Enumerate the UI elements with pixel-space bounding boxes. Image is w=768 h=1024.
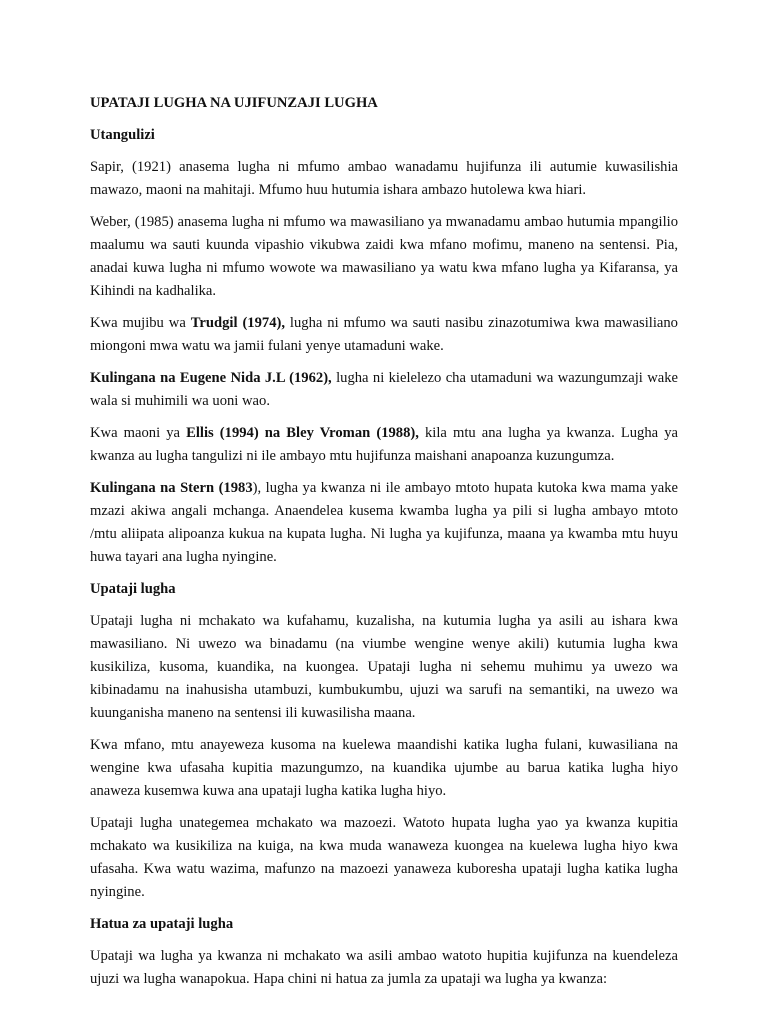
section-heading: Hatua za upataji lugha	[90, 916, 234, 932]
section-heading: Upataji lugha	[90, 581, 176, 597]
bold-citation: Kulingana na Stern (1983	[90, 480, 253, 496]
bold-citation: Ellis (1994) na Bley Vroman (1988),	[186, 425, 419, 441]
document-title: UPATAJI LUGHA NA UJIFUNZAJI LUGHA	[90, 95, 378, 111]
bold-citation: Trudgil (1974),	[190, 315, 285, 331]
paragraph	[90, 477, 678, 569]
text-run: Upataji wa lugha ya kwanza ni mchakato wa asili ambao watoto hupitia kujifunza na kuendeleza ujuzi wa lugha wanapokua. Hapa chini ni hatua za jumla za upataji wa lugha ya kwanza:	[90, 948, 678, 987]
paragraph	[90, 422, 678, 468]
paragraph	[90, 367, 678, 413]
text-run: Kwa mfano, mtu anayeweza kusoma na kuelewa maandishi katika lugha fulani, kuwasiliana na wengine kwa ufasaha kupitia mazungumzo, na kuandika ujumbe au barua katika lugha hiyo anaweza kusemwa kuwa ana upataji lugha katika lugha hiyo.	[90, 737, 678, 799]
text-run: lugha ni mfumo wa sauti nasibu zinazotumiwa kwa mawasiliano miongoni mwa watu wa jamii fulani yenye utamaduni wake.	[90, 315, 678, 354]
text-run: Upataji lugha ni mchakato wa kufahamu, kuzalisha, na kutumia lugha ya asili au ishara kwa mawasiliano. Ni uwezo wa binadamu (na viumbe wengine wenye akili) kutumia lugha kwa kusikiliza, kusoma, kuandika, na kuongea. Upataji lugha ni sehemu muhimu ya uwezo wa kibinadamu na inahusisha utambuzi, kumbukumbu, ujuzi wa sarufi na semantiki, na uwezo wa kuunganisha maneno na sentensi ili kuwasilisha maana.	[90, 613, 678, 721]
section-heading: Utangulizi	[90, 127, 155, 143]
text-run: ), lugha ya kwanza ni ile ambayo mtoto hupata kutoka kwa mama yake mzazi akiwa angali mchanga. Anaendelea kusema kwamba lugha ya pili si lugha ambayo mtoto /mtu aliipata alipoanza kukua na kupata lugha. Ni lugha ya kujifunza, maana ya kwamba mtu huyu huwa tayari ana lugha nyingine.	[90, 480, 678, 565]
paragraph	[90, 312, 678, 358]
paragraph	[90, 610, 678, 725]
paragraph	[90, 211, 678, 303]
text-run: Upataji lugha unategemea mchakato wa mazoezi. Watoto hupata lugha yao ya kwanza kupitia mchakato wa kusikiliza na kuiga, na kwa muda wanaweza kuongea na kuelewa lugha hiyo kwa ufasaha. Kwa watu wazima, mafunzo na mazoezi yanaweza kuboresha upataji lugha katika lugha nyingine.	[90, 815, 678, 900]
paragraph	[90, 156, 678, 202]
paragraph	[90, 812, 678, 904]
text-run: Sapir, (1921) anasema lugha ni mfumo ambao wanadamu hujifunza ili autumie kuwasilishia mawazo, maoni na mahitaji. Mfumo huu hutumia ishara ambazo hutolewa kwa hiari.	[90, 159, 678, 198]
document-page	[90, 92, 678, 1000]
text-run: Weber, (1985) anasema lugha ni mfumo wa mawasiliano ya mwanadamu ambao hutumia mpangilio maalumu wa sauti kuunda vipashio vikubwa zaidi kwa mfano mofimu, maneno na sentensi. Pia, anadai kuwa lugha ni mfumo wowote wa mawasiliano ya watu kwa mfano lugha ya Kifaransa, ya Kihindi na kadhalika.	[90, 214, 678, 299]
bold-citation: Kulingana na Eugene Nida J.L (1962),	[90, 370, 332, 386]
paragraph	[90, 945, 678, 991]
text-run: Kwa mujibu wa	[90, 315, 191, 331]
text-run: kila mtu ana lugha ya kwanza. Lugha ya kwanza au lugha tangulizi ni ile ambayo mtu hujifunza maishani anapoanza kuzungumza.	[90, 425, 678, 464]
text-run: Kwa maoni ya	[90, 425, 187, 441]
document-body	[90, 124, 678, 991]
paragraph	[90, 734, 678, 803]
text-run: lugha ni kielelezo cha utamaduni wa wazungumzaji wake wala si muhimili wa uoni wao.	[90, 370, 678, 409]
